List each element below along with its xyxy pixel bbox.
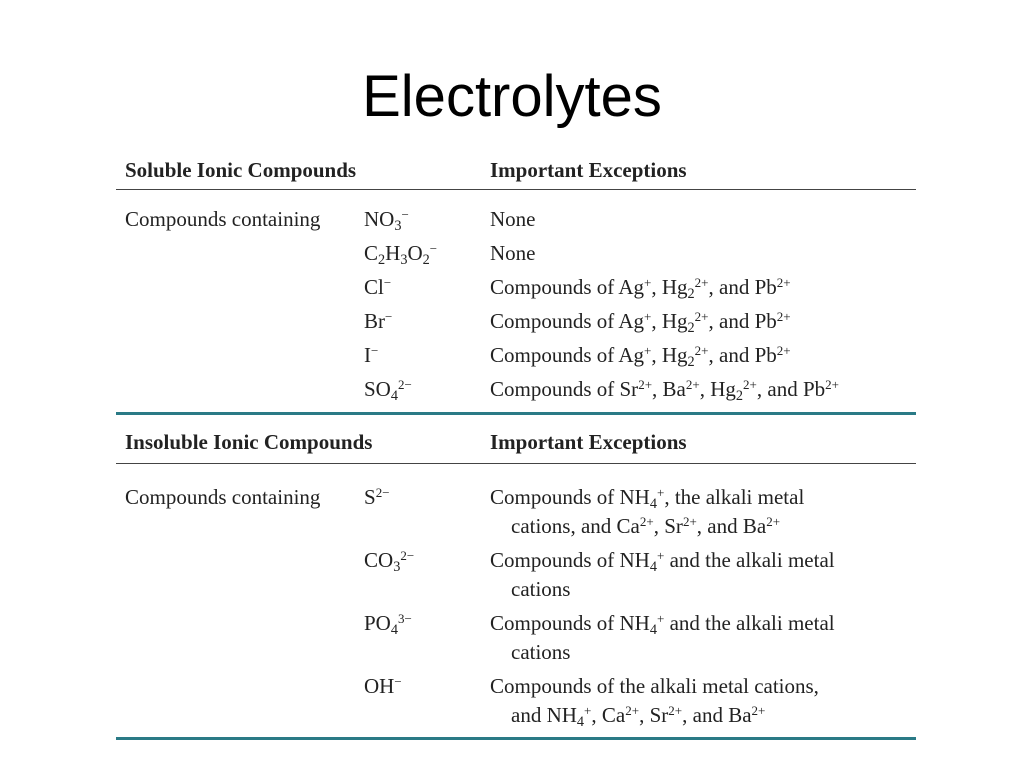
insoluble-header-left: Insoluble Ionic Compounds [125, 430, 373, 454]
table-bottom-rule [116, 737, 916, 740]
soluble-lead-text: Compounds containing [125, 207, 321, 231]
section-divider-rule [116, 412, 916, 415]
soluble-exception-br: Compounds of Ag+, $Hg_2^{2+}$, and $Pb^{2+}$ [490, 308, 791, 336]
insoluble-header-right: Important Exceptions [490, 430, 687, 454]
soluble-exception-no3: None [490, 207, 536, 231]
soluble-exception-so4: Compounds of $Sr^{2+}$, $Ba^{2+}$, $Hg_2^{2+}$, and $Pb^{2+}$ [490, 376, 840, 404]
soluble-ion-br: Br− [364, 308, 393, 333]
insoluble-lead-text: Compounds containing [125, 485, 321, 509]
insoluble-header-rule [116, 463, 916, 464]
insoluble-exception-po4-line2: cations [511, 640, 571, 664]
soluble-exception-cl: Compounds of Ag+, $Hg_2^{2+}$, and $Pb^{2+}$ [490, 274, 791, 302]
soluble-header-left: Soluble Ionic Compounds [125, 158, 357, 182]
slide-title: Electrolytes [362, 64, 662, 129]
soluble-exception-i: Compounds of Ag+, $Hg_2^{2+}$, and $Pb^{2+}$ [490, 342, 791, 370]
insoluble-exception-oh [490, 672, 819, 730]
soluble-ion-acetate: $C_2H_3O_2^-$ [364, 240, 438, 268]
soluble-header-right: Important Exceptions [490, 158, 687, 182]
insoluble-exception-po4-line1: Compounds of $NH_4^+$ and the alkali metal [490, 610, 835, 638]
insoluble-ion-oh: OH− [364, 673, 402, 698]
soluble-ion-i: I− [364, 342, 379, 367]
soluble-header-rule [116, 189, 916, 190]
insoluble-ion-s: $S^{2-}$ [364, 484, 390, 509]
insoluble-exception-oh-line1: Compounds of the alkali metal cations, [490, 674, 819, 698]
insoluble-exception-co3-line1: Compounds of $NH_4^+$ and the alkali metal [490, 547, 835, 575]
insoluble-exception-oh-line2: and $NH_4^+$, $Ca^{2+}$, $Sr^{2+}$, and $Ba^{2+}$ [511, 702, 766, 730]
insoluble-exception-s [490, 483, 804, 541]
insoluble-exception-s-line2: cations, and $Ca^{2+}$, $Sr^{2+}$, and $Ba^{2+}$ [511, 513, 781, 538]
soluble-ion-cl: Cl− [364, 274, 392, 299]
insoluble-exception-co3 [490, 546, 835, 604]
soluble-exception-acetate: None [490, 241, 536, 265]
soluble-ion-so4: $SO_4^{2-}$ [364, 376, 412, 404]
insoluble-exception-po4 [490, 609, 835, 667]
insoluble-exception-co3-line2: cations [511, 577, 571, 601]
soluble-ion-no3: $NO_3^-$ [364, 206, 409, 234]
insoluble-ion-co3: $CO_3^{2-}$ [364, 547, 415, 575]
insoluble-exception-s-line1: Compounds of $NH_4^+$, the alkali metal [490, 484, 805, 512]
insoluble-ion-po4: $PO_4^{3-}$ [364, 610, 412, 638]
